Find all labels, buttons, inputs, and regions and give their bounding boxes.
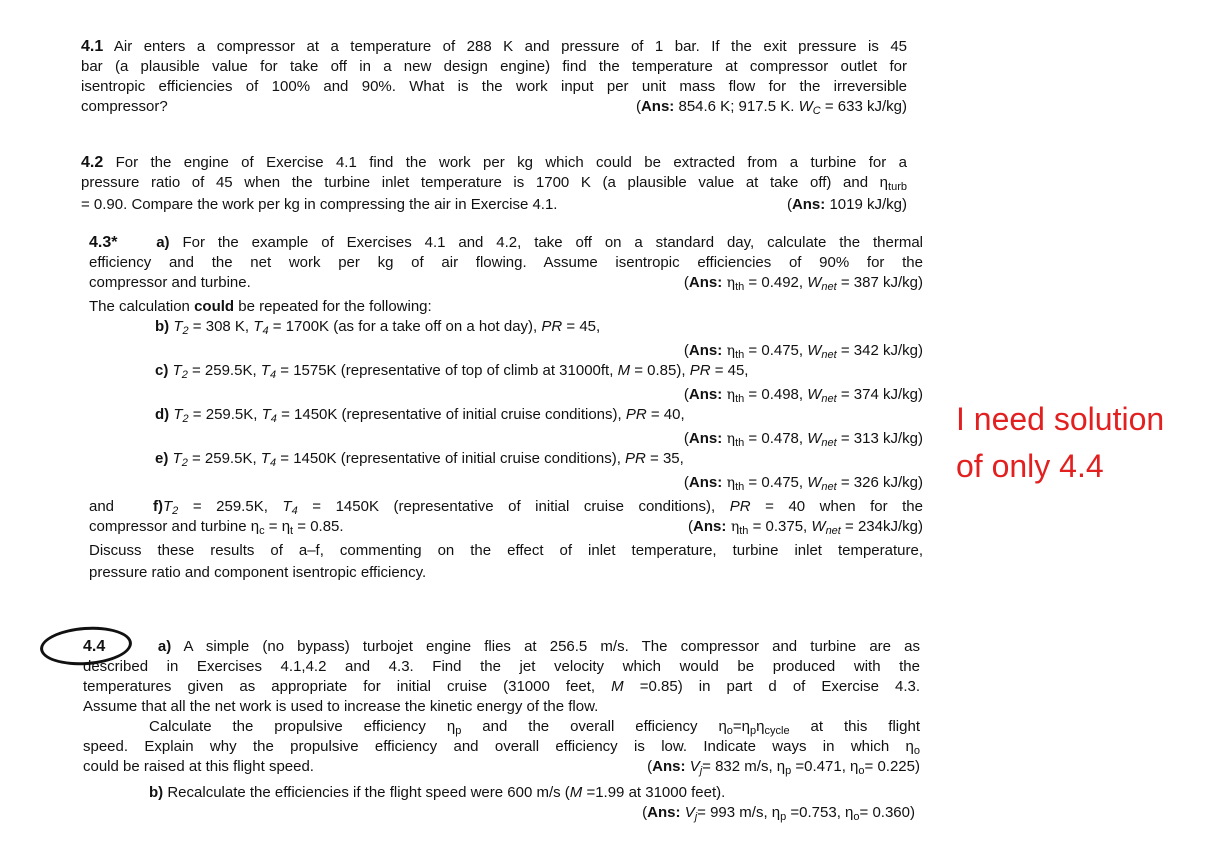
handwritten-note [956,396,1164,490]
case-e: e) $T_2 = 259.5K$, $T_4 = 1450K$ (representative of initial cruise conditions), PR = 35, [155,450,684,469]
answer: (Ans: $\eta_{th} = 0.475$, $W_{net} = 342$ kJ/kg) [683,342,923,361]
answer: (Ans: $V_j= 832$ m/s, $\eta_p =0.471$, $\eta_o= 0.225$) [647,758,920,777]
exercise-text: pressure ratio and component isentropic efficiency. [89,564,427,581]
note-line: I need solution [956,401,1165,437]
exercise-text: = 0.90. Compare the work per kg in compressing the air in Exercise 4.1. [81,196,558,213]
exercise-text: Assume that all the net work is used to increase the kinetic energy of the flow. [83,698,599,715]
exercise-number: 4.3* [89,234,118,251]
answer: (Ans: $V_j= 993$ m/s, $\eta_p =0.753$, $\eta_o= 0.360$) [642,804,915,823]
exercise-text: Air enters a compressor at a temperature of 288 K and pressure of 1 bar. If the exit pressure is 45 [113,38,908,55]
answer: (Ans: 854.6 K; 917.5 K. $W_C = 633$ kJ/kg) [635,98,907,117]
exercise-number: 4.2 [81,154,104,171]
exercise-4-2: 4.2 For the engine of Exercise 4.1 find the work per kg which could be extracted from a turbine for a pressure ratio of 45 when the turbine inlet temperature is 1700 K (a plausible value at take off) and $\eta_{turb}$ = 0.90. Compare the work per kg in compressing the air in Exercise 4.1. (Ans: 1019 kJ/kg) [81,154,907,213]
exercise-text: efficiency and the net work per kg of air flowing. Assume isentropic efficiencies of 90% for the [89,254,923,271]
exercise-text: bar (a plausible value for take off in a new design engine) find the temperature at compressor outlet for [81,58,907,75]
exercise-text: A simple (no bypass) turbojet engine flies at 256.5 m/s. The compressor and turbine are as [183,638,920,655]
note-line: of only 4.4 [956,448,1104,484]
exercise-text: could be raised at this flight speed. [83,758,314,775]
case-d: d) $T_2 = 259.5K$, $T_4 = 1450K$ (representative of initial cruise conditions), PR = 40, [155,406,685,425]
case-b: b) $T_2 = 308$ K, $T_4 = 1700K$ (as for a take off on a hot day), PR = 45, [155,318,601,337]
exercise-text: For the example of Exercises 4.1 and 4.2, take off on a standard day, calculate the thermal [182,234,923,251]
case-c: c) $T_2 = 259.5K$, $T_4 = 1575K$ (representative of top of climb at 31000ft, M = 0.85), PR = 45, [155,362,749,381]
exercise-text: For the engine of Exercise 4.1 find the work per kg which could be extracted from a turbine for a [115,154,907,171]
exercise-text: compressor? [81,98,168,115]
answer: (Ans: $\eta_{th} = 0.492$, $W_{net} = 387$ kJ/kg) [683,274,923,293]
exercise-4-3: 4.3* a) For the example of Exercises 4.1 and 4.2, take off on a standard day, calculate the thermal efficiency and the net work per kg of air flowing. Assume isentropic efficiencies of 90% for the compressor and turbine. (Ans: $\eta_{th} = 0.492$, $W_{net} = 387$ kJ/kg) The calculation could be repeated for the following: b) $T_2 = 308$ K, $T_4 = 1700K$ (as for a take off on a hot day), PR = 45, (Ans: $\eta_{th} = 0.475$, $W_{net} = 342$ kJ/kg) c) $T_2 = 259.5K$, $T_4 = 1575K$ (representative of top of climb at 31000ft, M = 0.85), PR = 45, (Ans: $\eta_{th} = 0.498$, $W_{net} = 374$ kJ/kg) d) $T_2 = 259.5K$, $T_4 = 1450K$ (representative of initial cruise conditions), PR = 40, (Ans: $\eta_{th} = 0.478$, $W_{net} = 313$ kJ/kg) e) $T_2 = 259.5K$, $T_4 = 1450K$ (representative of initial cruise conditions), PR = 35, (Ans: $\eta_{th} = 0.475$, $W_{net} = 326$ kJ/kg) and $f)T_2 = 259.5K$, $T_4 = 1450K$ (representative of initial cruise conditions), PR = 40 when for the compressor and turbine $\eta_c = \eta_t = 0.85$. (Ans: $\eta_{th} = 0.375$, $W_{net} = 234kJ/kg$) Discuss these results of a–f, commenting on the effect of inlet temperature, turbine inlet temperature, pressure ratio and component isentropic efficiency. [89,234,923,581]
exercise-text: compressor and turbine. [89,274,251,291]
exercise-number: 4.4 [83,638,106,655]
answer: (Ans: $\eta_{th} = 0.498$, $W_{net} = 374$ kJ/kg) [683,386,923,405]
exercise-text: pressure ratio of 45 when the turbine inlet temperature is 1700 K (a plausible value at take off) and η [81,174,889,191]
exercise-4-1 [81,37,907,117]
answer: (Ans: $\eta_{th} = 0.375$, $W_{net} = 234kJ/kg$) [688,518,923,537]
exercise-text: described in Exercises 4.1,4.2 and 4.3. Find the jet velocity which would be produced with the [83,658,920,675]
exercise-text: isentropic efficiencies of 100% and 90%. What is the work input per unit mass flow for the irreversible [81,78,907,95]
exercise-number: 4.1 [81,38,104,55]
answer: (Ans: $\eta_{th} = 0.475$, $W_{net} = 326$ kJ/kg) [683,474,923,493]
answer: (Ans: $\eta_{th} = 0.478$, $W_{net} = 313$ kJ/kg) [683,430,923,449]
answer: (Ans: 1019 kJ/kg) [786,196,907,213]
exercise-text: Discuss these results of a–f, commenting on the effect of inlet temperature, turbine inlet temperature, [89,542,923,559]
case-f: and $f)T_2 = 259.5K$, $T_4 = 1450K$ (representative of initial cruise conditions), PR = 40 when for the [89,498,923,517]
exercise-4-4: 4.4 a) A simple (no bypass) turbojet engine flies at 256.5 m/s. The compressor and turbine are as described in Exercises 4.1,4.2 and 4.3. Find the jet velocity which would be produced with the temperatures given as appropriate for initial cruise (31000 feet, M =0.85) in part d of Exercise 4.3. Assume that all the net work is used to increase the kinetic energy of the flow. Calculate the propulsive efficiency $\eta_p$ and the overall efficiency $\eta_o=\eta_p\eta_{cycle}$ at this flight speed. Explain why the propulsive efficiency and overall efficiency is low. Indicate ways in which $\eta_o$ could be raised at this flight speed. (Ans: $V_j= 832$ m/s, $\eta_p =0.471$, $\eta_o= 0.225$) b) Recalculate the efficiencies if the flight speed were 600 m/s (M =1.99 at 31000 feet). (Ans: $V_j= 993$ m/s, $\eta_p =0.753$, $\eta_o= 0.360$) [83,638,920,823]
